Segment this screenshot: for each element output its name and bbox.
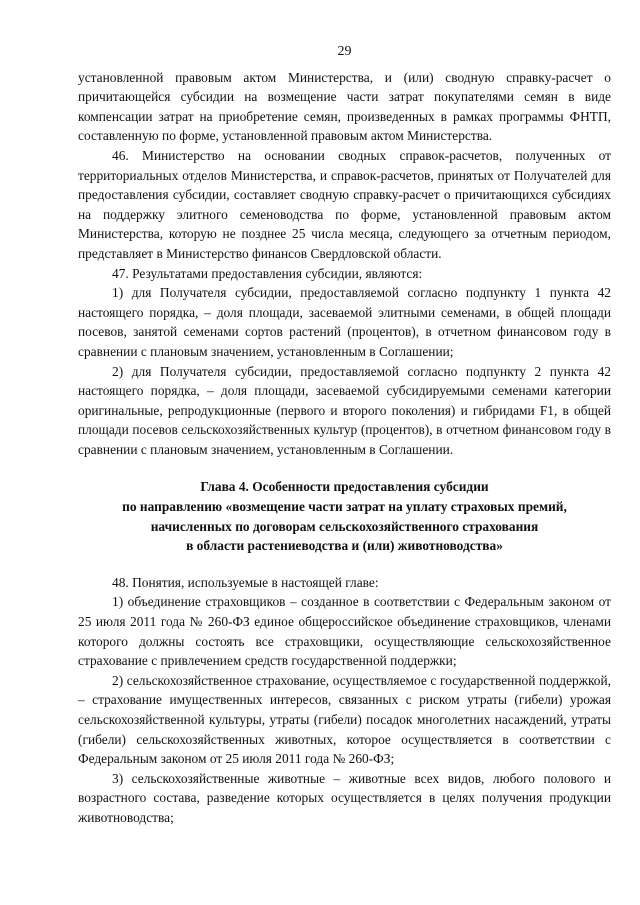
paragraph-47-item-2: 2) для Получателя субсидии, предоставляемой согласно подпункту 2 пункта 42 настоящего порядка, – доля площади, засеваемой субсидируемыми семенами категории оригинальные, репродукционные (первого и второго поколения) и гибридами F1, в общей площади посевов сельскохозяйственных культур (процентов), в отчетном финансовом году в сравнении с плановым значением, установленным в Соглашении.	[78, 363, 611, 457]
top-paragraphs	[78, 68, 611, 460]
document-page	[78, 42, 611, 828]
bottom-paragraphs	[78, 573, 611, 828]
chapter-heading-line: по направлению «возмещение части затрат на уплату страховых премий,	[122, 499, 567, 515]
chapter-heading-line: начисленных по договорам сельскохозяйственного страхования	[150, 518, 539, 534]
chapter-heading-line: в области растениеводства и (или) животноводства»	[186, 538, 503, 554]
paragraph-47-item-1: 1) для Получателя субсидии, предоставляемой согласно подпункту 1 пункта 42 настоящего порядка, – доля площади, засеваемой элитными семенами, в общей площади посевов, занятой семенами сортов растений (процентов), в отчетном финансовом году в сравнении с плановым значением, установленным в Соглашении;	[78, 285, 611, 359]
chapter-heading	[78, 477, 611, 555]
paragraph-48-item-2: 2) сельскохозяйственное страхование, осуществляемое с государственной поддержкой, – страхование имущественных интересов, связанных с риском утраты (гибели) урожая сельскохозяйственной культуры, утраты (гибели) посадок многолетних насаждений, утраты (гибели) сельскохозяйственных животных, которое осуществляется в соответствии с Федеральным законом от 25 июля 2011 года № 260-ФЗ;	[78, 672, 611, 767]
paragraph-46: 46. Министерство на основании сводных справок-расчетов, полученных от территориальных отделов Министерства, и справок-расчетов, принятых от Получателей для предоставления субсидии, составляет сводную справку-расчет о причитающихся субсидиях на поддержку элитного семеноводства по форме, установленной правовым актом Министерства, которую не позднее 25 числа месяца, следующего за отчетным периодом, представляет в Министерство финансов Свердловской области.	[78, 147, 611, 261]
page-number: 29	[337, 44, 352, 59]
chapter-heading-line: Глава 4. Особенности предоставления субсидии	[200, 479, 489, 495]
paragraph-48-item-1: 1) объединение страховщиков – созданное в соответствии с Федеральным законом от 25 июля 2011 года № 260-ФЗ единое общероссийское объединение страховщиков, членами которого должны состоять все страховщики, осуществляющие сельскохозяйственное страхование с привлечением средств государственной поддержки;	[78, 594, 611, 669]
paragraph-continuation: установленной правовым актом Министерства, и (или) сводную справку-расчет о причитающейся субсидии на возмещение части затрат покупателями семян в виде компенсации затрат на приобретение семян, произведенных в рамках программы ФНТП, составленную по форме, установленной правовым актом Министерства.	[78, 69, 611, 144]
paragraph-48: 48. Понятия, используемые в настоящей главе:	[112, 574, 379, 590]
paragraph-48-item-3: 3) сельскохозяйственные животные – животные всех видов, любого полового и возрастного состава, разведение которых осуществляется в целях получения продукции животноводства;	[78, 770, 611, 825]
paragraph-47: 47. Результатами предоставления субсидии, являются:	[112, 265, 423, 281]
